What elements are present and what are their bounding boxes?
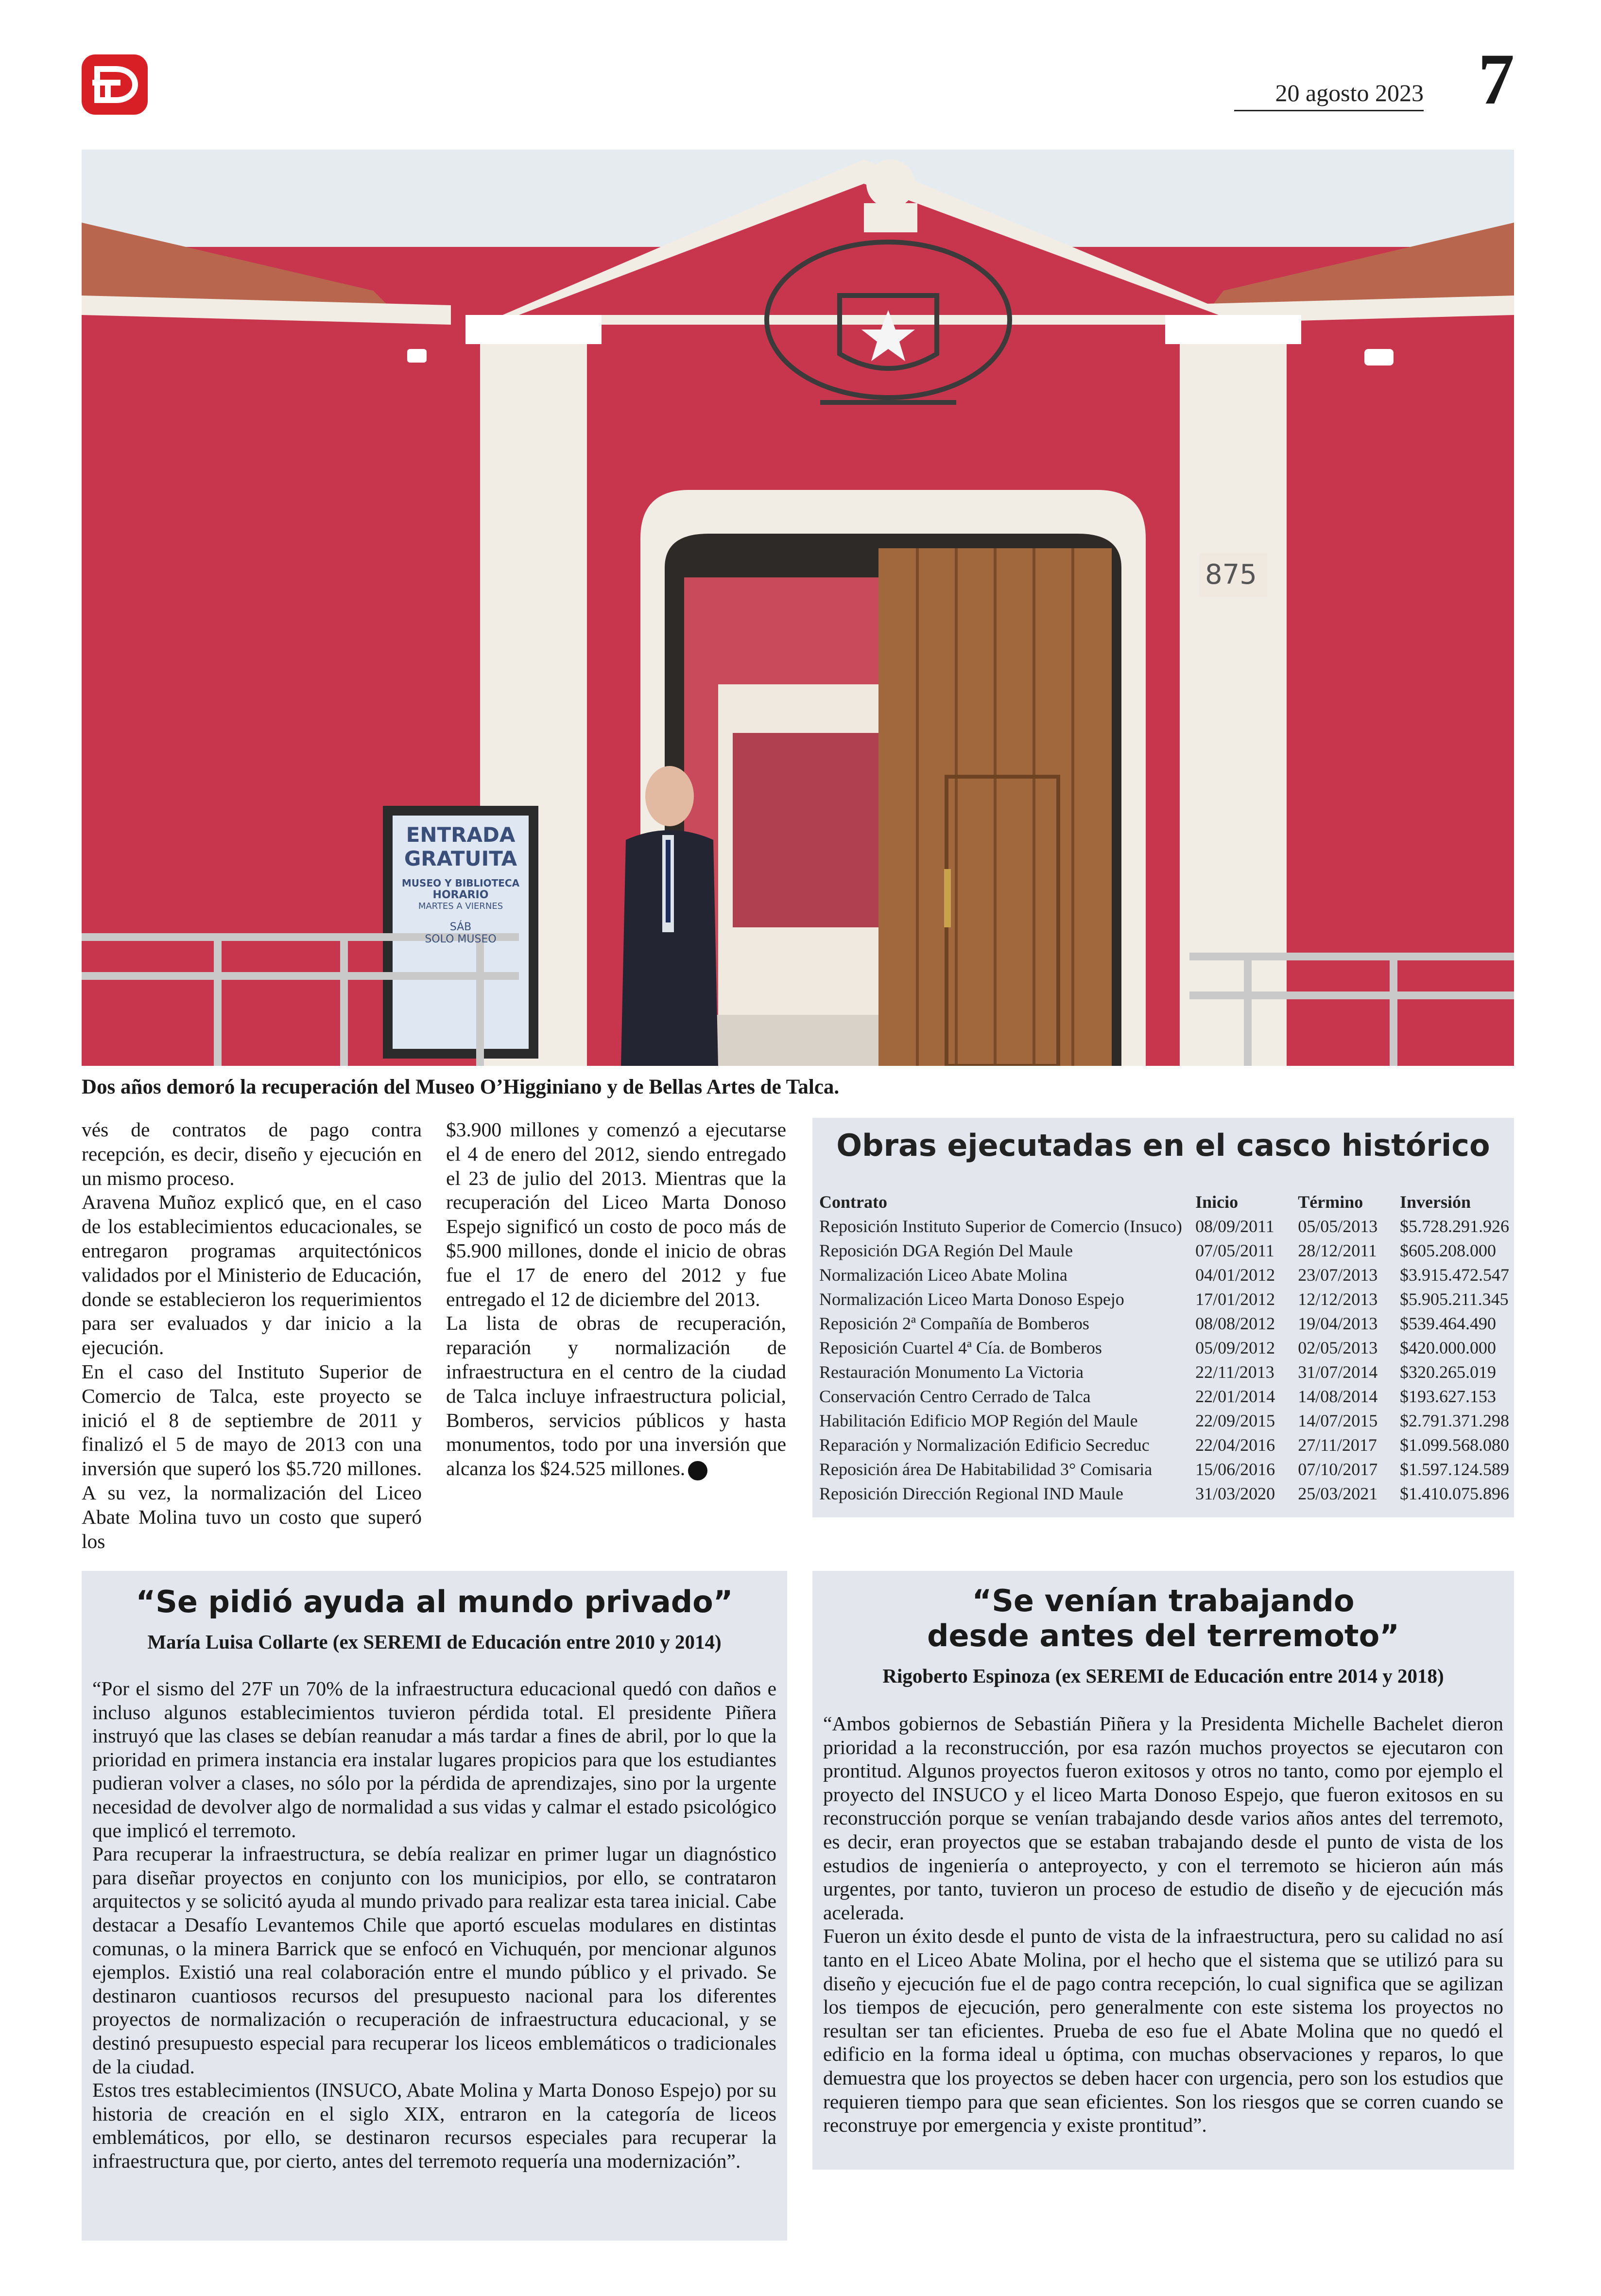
- cell-inversion: $1.597.124.589: [1400, 1460, 1509, 1479]
- sign-line-4: HORARIO: [432, 889, 489, 901]
- header-contrato: Contrato: [819, 1192, 887, 1212]
- cell-inversion: $320.265.019: [1400, 1362, 1496, 1382]
- quote-box-espinoza: [812, 1571, 1514, 2170]
- quote-paragraph: Estos tres establecimientos (INSUCO, Abate Molina y Marta Donoso Espejo) por su historia de creación en el siglo XIX, entraron en la categoría de liceos emblemáticos, por ello, se destinaron recursos especiales para recuperar la infraestructura que, por cierto, antes del terremoto requería una modernización”.: [92, 2079, 776, 2172]
- quote-title-line-1: “Se venían trabajando: [972, 1583, 1355, 1618]
- cell-inicio: 08/09/2011: [1195, 1217, 1274, 1236]
- photo-caption: Dos años demoró la recuperación del Museo O’Higginiano y de Bellas Artes de Talca.: [82, 1076, 840, 1098]
- newspaper-logo-icon: [82, 54, 148, 115]
- cell-contrato: Reposición Dirección Regional IND Maule: [819, 1484, 1123, 1503]
- cell-inversion: $5.728.291.926: [1400, 1217, 1509, 1236]
- article-paragraph: $3.900 millones y comenzó a ejecutarse el 4 de enero del 2012, siendo entregado el 23 de julio del 2013. Mientras que la recuperación del Liceo Marta Donoso Espejo significó un costo de poco más de $5.900 millones, donde el inicio de obras fue el 17 de enero del 2012 y fue entregado el 12 de diciembre del 2013.: [446, 1118, 786, 1310]
- sign-line-3: MUSEO Y BIBLIOTECA: [401, 877, 520, 889]
- house-number: 875: [1205, 559, 1257, 591]
- entrance-sign: [393, 823, 529, 945]
- cell-contrato: Normalización Liceo Marta Donoso Espejo: [819, 1289, 1124, 1309]
- cell-contrato: Reposición 2ª Compañía de Bomberos: [819, 1314, 1089, 1333]
- cell-inversion: $605.208.000: [1400, 1241, 1496, 1260]
- cell-inversion: $5.905.211.345: [1400, 1289, 1509, 1309]
- table-row: [819, 1481, 1514, 1506]
- article-paragraph: Aravena Muñoz explicó que, en el caso de los establecimientos educacionales, se entregaron programas arquitectónicos validados por el Ministerio de Educación, donde se establecieron los requerimientos para ser evaluados y dar inicio a la ejecución.: [82, 1191, 422, 1359]
- page-number: 7: [1478, 39, 1515, 120]
- obras-table-body: [819, 1214, 1514, 1506]
- quote-body: [823, 1712, 1503, 2137]
- quote-paragraph: Fueron un éxito desde el punto de vista de la infraestructura, pero su calidad no así tanto en el Liceo Abate Molina, por el hecho que el sistema que se utilizó para su diseño y ejecución fue el de pago contra recepción, lo cual significa que se agilizan los tiempos de ejecución, pero generalmente con este sistema los proyectos no resultan ser tan eficientes. Prueba de eso fue el Abate Molina que no quedó el edificio en la forma ideal u óptima, con muchas observaciones y reparos, lo que demuestra que los proyectos se deben hacer con urgencia, pero son los estudios que requieren tiempo para que sean eficientes. Son los riesgos que se corren cuando se reconstruye por emergencia y existe prontitud”.: [823, 1925, 1503, 2137]
- sign-line-1: ENTRADA: [406, 823, 516, 847]
- cell-inicio: 08/08/2012: [1195, 1314, 1275, 1333]
- header-inicio: Inicio: [1195, 1192, 1239, 1212]
- cell-contrato: Habilitación Edificio MOP Región del Maule: [819, 1411, 1138, 1430]
- cell-contrato: Reposición Instituto Superior de Comercio (Insuco): [819, 1217, 1182, 1236]
- quote-subtitle: Rigoberto Espinoza (ex SEREMI de Educación entre 2014 y 2018): [882, 1665, 1444, 1687]
- table-row: [819, 1287, 1514, 1311]
- cell-inversion: $1.410.075.896: [1400, 1484, 1509, 1503]
- article-column-1: [82, 1118, 422, 1553]
- cell-inicio: 22/01/2014: [1195, 1387, 1275, 1406]
- cell-inversion: $2.791.371.298: [1400, 1411, 1509, 1430]
- cell-inicio: 05/09/2012: [1195, 1338, 1275, 1357]
- cell-contrato: Normalización Liceo Abate Molina: [819, 1265, 1067, 1285]
- article-column-2: [446, 1118, 786, 1481]
- obras-table-box: [812, 1118, 1514, 1517]
- table-row: [819, 1336, 1514, 1360]
- cell-termino: 31/07/2014: [1298, 1362, 1378, 1382]
- museum-entrance-photo: [82, 150, 1514, 1066]
- table-row: [819, 1311, 1514, 1336]
- table-header-row: [819, 1190, 1514, 1214]
- table-row: [819, 1263, 1514, 1287]
- cell-inicio: 04/01/2012: [1195, 1265, 1275, 1285]
- cell-inicio: 31/03/2020: [1195, 1484, 1275, 1503]
- cell-termino: 27/11/2017: [1298, 1435, 1377, 1455]
- cell-termino: 23/07/2013: [1298, 1265, 1378, 1285]
- quote-body: [92, 1677, 776, 2173]
- cell-termino: 02/05/2013: [1298, 1338, 1378, 1357]
- header-inversion: Inversión: [1400, 1192, 1471, 1212]
- cell-inversion: $1.099.568.080: [1400, 1435, 1509, 1455]
- cell-inversion: $539.464.490: [1400, 1314, 1496, 1333]
- cell-inversion: $193.627.153: [1400, 1387, 1496, 1406]
- table-row: [819, 1457, 1514, 1481]
- cell-termino: 28/12/2011: [1298, 1241, 1377, 1260]
- quote-paragraph: “Por el sismo del 27F un 70% de la infraestructura educacional quedó con daños e incluso algunos establecimientos tuvieron pérdida total. El presidente Piñera instruyó que las clases se debían reanudar a más tardar a fines de abril, por lo que la prioridad en primera instancia era instalar lugares propicios para que los estudiantes pudieran volver a clases, no sólo por la pérdida de aprendizajes, sino por la urgente necesidad de devolver algo de normalidad a sus vidas y calmar el estado psicológico que implicó el terremoto.: [92, 1677, 776, 1842]
- quote-box-collarte: [82, 1571, 787, 2241]
- header-termino: Término: [1298, 1192, 1363, 1212]
- cell-termino: 14/08/2014: [1298, 1387, 1378, 1406]
- cell-contrato: Reposición área De Habitabilidad 3° Comisaria: [819, 1460, 1153, 1479]
- quote-paragraph: Para recuperar la infraestructura, se debía realizar en primer lugar un diagnóstico para diseñar proyectos en conjunto con los municipios, por ello, se contrataron arquitectos y se solicitó ayuda al mundo privado para realizar esta tarea inicial. Cabe destacar a Desafío Levantemos Chile que aportó escuelas modulares en distintas comunas, o la minera Barrick que se enfocó en Vichuquén, por mencionar algunos ejemplos. Existió una real colaboración entre el mundo público y el privado. Se destinaron cuantiosos recursos del presupuesto nacional para los diferentes proyectos de normalización o recuperación de infraestructura educacional, y se destinó presupuesto especial para recuperar los liceos emblemáticos o tradicionales de la ciudad.: [92, 1843, 776, 2078]
- table-row: [819, 1384, 1514, 1409]
- quote-subtitle: María Luisa Collarte (ex SEREMI de Educación entre 2010 y 2014): [147, 1631, 722, 1653]
- obras-table: [819, 1190, 1514, 1506]
- cell-termino: 14/07/2015: [1298, 1411, 1378, 1430]
- cell-contrato: Reparación y Normalización Edificio Secreduc: [819, 1435, 1150, 1455]
- cell-inicio: 15/06/2016: [1195, 1460, 1275, 1479]
- cell-contrato: Restauración Monumento La Victoria: [819, 1362, 1084, 1382]
- sign-line-7: SOLO MUSEO: [425, 933, 497, 945]
- cell-termino: 25/03/2021: [1298, 1484, 1378, 1503]
- table-row: [819, 1409, 1514, 1433]
- quote-paragraph: “Ambos gobiernos de Sebastián Piñera y la Presidenta Michelle Bachelet dieron prioridad a la reconstrucción, por esa razón muchos proyectos se ejecutaron con prontitud. Algunos proyectos fueron exitosos y otros no tanto, como por ejemplo el proyecto del INSUCO y el liceo Marta Donoso Espejo, que fueron exitosos en su reconstrucción porque se venían trabajando desde varios años antes del terremoto, es decir, eran proyectos que se estaban trabajando desde el punto de vista de los estudios de ingeniería o anteproyecto, y con el terremoto se hicieron aún más urgentes, por tanto, tuvieron un proceso de estudio de diseño y de ejecución más acelerada.: [823, 1712, 1503, 1924]
- article-paragraph: [446, 1311, 786, 1481]
- cell-inicio: 22/04/2016: [1195, 1435, 1275, 1455]
- article-paragraph: vés de contratos de pago contra recepción, es decir, diseño y ejecución en un mismo proceso.: [82, 1118, 422, 1189]
- cell-inicio: 07/05/2011: [1195, 1241, 1274, 1260]
- cell-termino: 05/05/2013: [1298, 1217, 1378, 1236]
- table-row: [819, 1360, 1514, 1384]
- cell-termino: 19/04/2013: [1298, 1314, 1378, 1333]
- cell-contrato: Reposición DGA Región Del Maule: [819, 1241, 1073, 1260]
- issue-date: 20 agosto 2023: [1234, 79, 1424, 111]
- cell-inversion: $420.000.000: [1400, 1338, 1496, 1357]
- obras-table-title: Obras ejecutadas en el casco histórico: [836, 1128, 1490, 1163]
- cell-contrato: Reposición Cuartel 4ª Cía. de Bomberos: [819, 1338, 1102, 1357]
- table-row: [819, 1214, 1514, 1238]
- cell-inicio: 17/01/2012: [1195, 1289, 1275, 1309]
- quote-title-line-2: desde antes del terremoto”: [927, 1618, 1399, 1653]
- cell-contrato: Conservación Centro Cerrado de Talca: [819, 1387, 1091, 1406]
- table-row: [819, 1433, 1514, 1457]
- table-row: [819, 1238, 1514, 1263]
- cell-inicio: 22/09/2015: [1195, 1411, 1275, 1430]
- cell-termino: 12/12/2013: [1298, 1289, 1378, 1309]
- sign-line-6: SÁB: [449, 921, 472, 933]
- quote-title: “Se pidió ayuda al mundo privado”: [136, 1584, 733, 1619]
- cell-termino: 07/10/2017: [1298, 1460, 1378, 1479]
- quote-title: [812, 1583, 1514, 1653]
- cell-inversion: $3.915.472.547: [1400, 1265, 1509, 1285]
- article-closing-text: La lista de obras de recuperación, reparación y normalización de infraestructura en el centro de la ciudad de Talca incluye infraestructura policial, Bomberos, servicios públicos y hasta monumentos, todo por una inversión que alcanza los $24.525 millones.: [446, 1312, 786, 1480]
- photo-illustration: [82, 150, 1514, 1066]
- end-of-article-icon: [688, 1461, 707, 1480]
- sign-line-2: GRATUITA: [404, 847, 517, 870]
- sign-line-5: MARTES A VIERNES: [418, 901, 503, 911]
- article-paragraph: En el caso del Instituto Superior de Comercio de Talca, este proyecto se inició el 8 de septiembre de 2011 y finalizó el 5 de mayo de 2013 con una inversión que superó los $5.720 millones. A su vez, la normalización del Liceo Abate Molina tuvo un costo que superó los: [82, 1360, 422, 1552]
- cell-inicio: 22/11/2013: [1195, 1362, 1274, 1382]
